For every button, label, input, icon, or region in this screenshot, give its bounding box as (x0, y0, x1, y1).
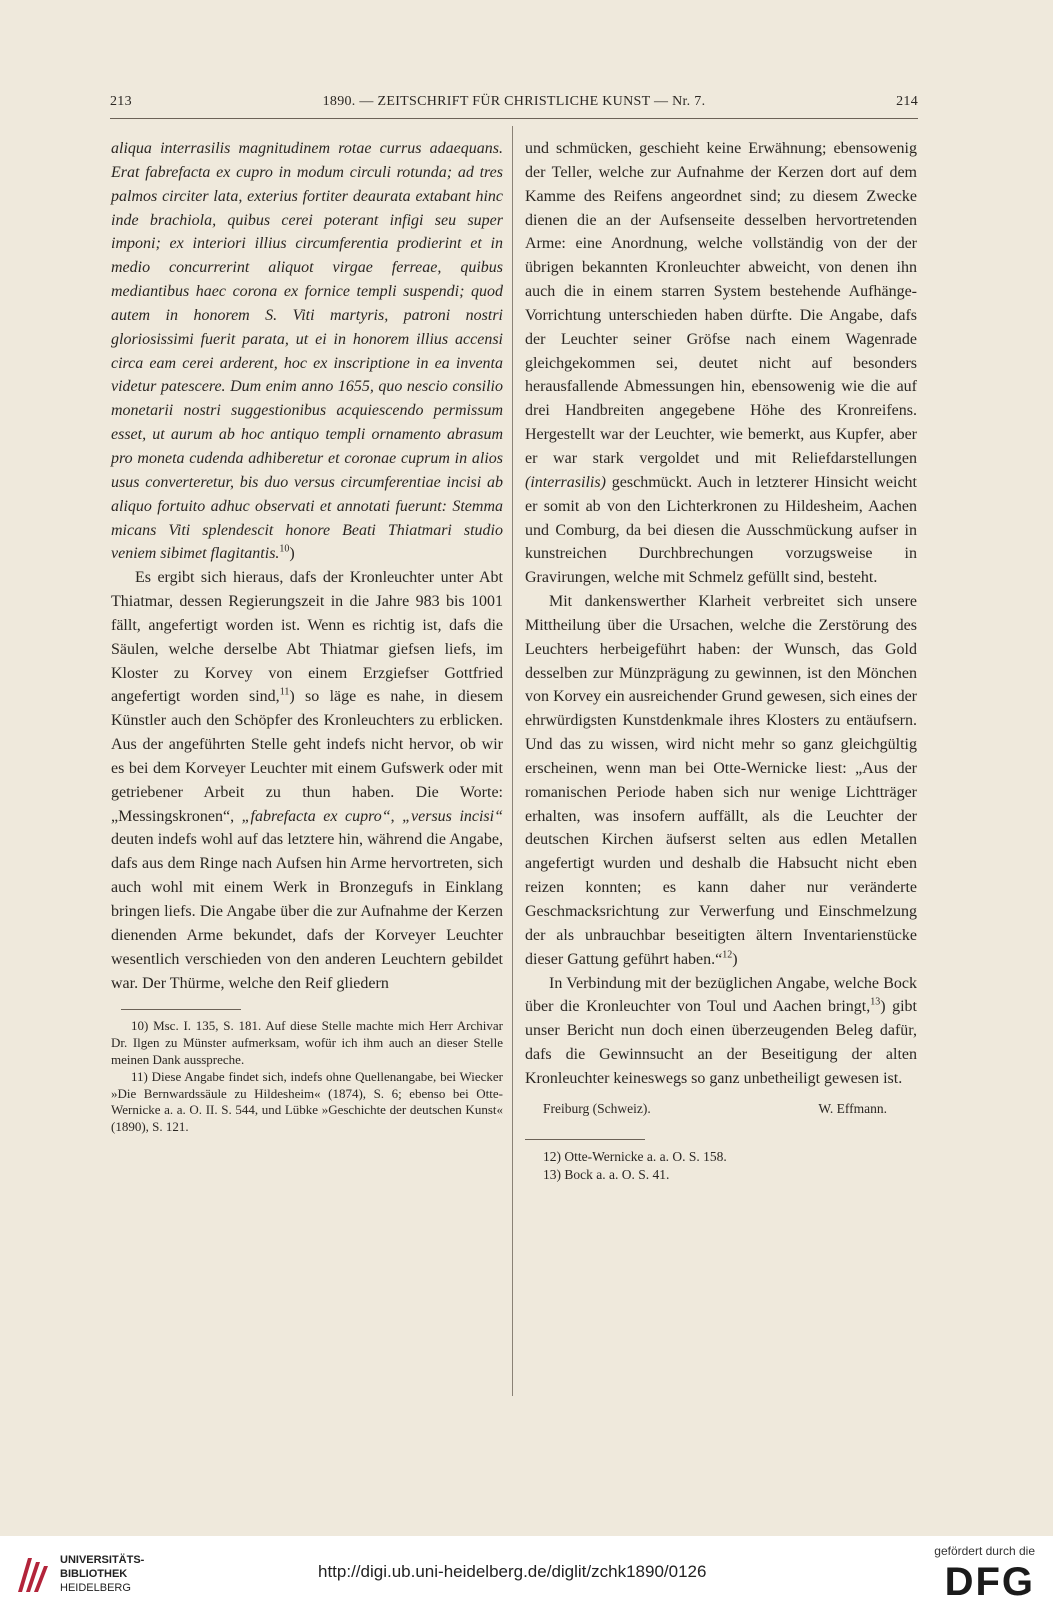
left-column (111, 137, 503, 1136)
page-number-left: 213 (110, 94, 132, 109)
header-rule (110, 118, 918, 119)
funder-note: gefördert durch die (934, 1544, 1035, 1558)
paragraph: Mit dankenswerther Klarheit verbreitet sich unsere Mittheilung über die Ursachen, welche die Zerstörung des Leuchters herbeigeführt haben: der Wunsch, das Gold desselben zur Münzprägung zu gewinnen, ist den Mönchen von Korvey ein ausreichender Grund gewesen, sich eines der ehrwürdigsten Kunstdenkmale ihres Klosters zu entäufsern. Und das zu wissen, wird nicht mehr so ganz gleichgültig erscheinen, wenn man bei Otte-Wernicke liest: „Aus der romanischen Periode haben sich nur wenige Lichtträger erhalten, was insofern auffällt, als die Leuchter der deutschen Kirchen äufserst selten aus edlen Metallen angefertigt wurden und deshalb die Habsucht nicht eben reizen konnten; es kann daher nur veränderte Geschmacksrichtung zur Verwerfung und Einschmelzung der als unbrauchbar beseitigten ältern Inventarienstücke dieser Gattung geführt haben.“$^{12}$) (525, 593, 917, 968)
journal-title: 1890. — ZEITSCHRIFT FÜR CHRISTLICHE KUNST — Nr. 7. (322, 94, 706, 109)
footnote-rule (121, 1009, 241, 1010)
library-emblem-icon (14, 1552, 50, 1596)
footnote-10: 10) Msc. I. 135, S. 181. Auf diese Stelle machte mich Herr Archivar Dr. Ilgen zu Münster aufmerksam, wofür ich ihm auch an dieser Stelle meinen Dank ausspreche. (111, 1018, 503, 1067)
footnote-12: 12) Otte-Wernicke a. a. O. S. 158. (543, 1148, 727, 1164)
paragraph: und schmücken, geschieht keine Erwähnung; ebensowenig der Teller, welche zur Aufnahme der Kerzen dort auf dem Kamme des Reifens angeordnet sind; zu diesem Zwecke dienen die an der Aufsenseite desselben hervortretenden Arme: eine Anordnung, welche vollständig von der der übrigen bekannten Kronleuchter abweicht, von denen ihn auch die in einem starren System bestehende Aufhänge-Vorrichtung unterschieden haben dürfte. Die Angabe, dafs der Leuchter seiner Gröfse nach einem Wagenrade gleichgekommen sei, deutet nicht auf besonders herausfallende Abmessungen hin, ebensowenig wie die auf drei Handbreiten angegebene Höhe des Kronreifens. Hergestellt war der Leuchter, wie bemerkt, aus Kupfer, aber er war stark vergoldet und mit Reliefdarstellungen (interrasilis) geschmückt. Auch in letzterer Hinsicht weicht er somit ab von den Lichterkronen zu Hildesheim, Aachen und Comburg, da bei diesen die Ausschmückung aufser in kunstreichen Durchbrechungen vorzugsweise in Gravirungen, welche mit Schmelz gefüllt sind, besteht. (525, 140, 917, 587)
signature-place: Freiburg (Schweiz). (543, 1100, 651, 1116)
running-header (110, 92, 918, 114)
right-column (525, 137, 917, 1184)
viewer-footer (0, 1536, 1053, 1612)
footnote-11: 11) Diese Angabe findet sich, indefs ohne Quellenangabe, bei Wiecker »Die Bernwardssäule zu Hildesheim« (1874), S. 6; ebenso bei Otte-Wernicke a. a. O. II. S. 544, und Lübke »Geschichte der deutschen Kunst« (1890), S. 121. (111, 1068, 503, 1135)
library-name: UNIVERSITÄTS- BIBLIOTHEK HEIDELBERG (60, 1554, 145, 1594)
page-number-right: 214 (896, 94, 918, 109)
signature-line (525, 1097, 917, 1121)
signature-author: W. Effmann. (818, 1100, 887, 1116)
column-divider (512, 126, 513, 1396)
paragraph: In Verbindung mit der bezüglichen Angabe, welche Bock über die Kronleuchter von Toul und Aachen bringt,$^{13}$) gibt unser Bericht nun doch einen überzeugenden Beleg dafür, dafs die Gewinnsucht an der Beseitigung der alten Kronleuchter keineswegs so ganz unbetheiligt gewesen ist. (525, 974, 918, 1087)
footnote-rule (525, 1139, 645, 1140)
library-logo[interactable] (14, 1550, 164, 1600)
funder-name: DFG (944, 1560, 1035, 1604)
paragraph: Es ergibt sich hieraus, dafs der Kronleuchter unter Abt Thiatmar, dessen Regierungszeit in die Jahre 983 bis 1001 fällt, angefertigt worden ist. Wenn es richtig ist, dafs die Säulen, welche derselbe Abt Thiatmar giefsen liefs, im Kloster zu Korvey von einem Erzgiefser Gottfried angefertigt worden sind,$^{11}$) so läge es nahe, in diesem Künstler auch den Schöpfer des Kronleuchters zu erblicken. Aus der angeführten Stelle geht indefs nicht hervor, ob wir es bei dem Korveyer Leuchter mit einem Gufswerk oder mit getriebener Arbeit zu thun haben. Die Worte: „Messingskronen“, „fabrefacta ex cupro“, „versus incisi“ deuten indefs wohl auf das letztere hin, während die Angabe, dafs aus dem Ringe nach Aufsen hin Arme hervortreten, sich auch wohl mit einem Werk in Bronzegufs in Einklang bringen liefs. Die Angabe über die zur Aufnahme der Kerzen dienenden Arme bekundet, dafs der Korveyer Leuchter wesentlich verschieden von den anderen Leuchtern gebildet war. Der Thürme, welche den Reif gliedern (111, 569, 504, 992)
footnote-13: 13) Bock a. a. O. S. 41. (543, 1166, 670, 1182)
permalink[interactable]: http://digi.ub.uni-heidelberg.de/diglit/zchk1890/0126 (318, 1562, 707, 1581)
latin-quote: aliqua interrasilis magnitudinem rotae currus adaequans. Erat fabrefacta ex cupro in modum circuli rotunda; ad tres palmos circiter lata, exterius fortiter deaurata extabant hinc inde brachiola, quibus cerei poterant infigi seu super imponi; ex interiori illius circumferentia prodierint et in medio concurrerint aliquot virgae ferreae, quibus mediantibus haec corona ex fornice templi suspendi; quod autem in honorem S. Viti martyris, patroni nostri gloriosissimi fuerit parata, ut ei in honorem illius accensi circa eam cerei arderent, hoc ex inscriptione in ea inventa videtur patescere. Dum enim anno 1655, quo nescio consilio monetarii nostri suggestionibus acquiescendo permissum esset, ut aurum ab hoc antiquo templi ornamento abrasum pro moneta cudenda adhiberetur et coronae cuprum in alios usus converteretur, bis duo versus circumferentiae incisi ab aliquo fortuito adhuc observati et annotati fuerunt: Stemma micans Viti splendescit honore Beati Thiatmari studio veniem sibimet flagitantis.$^{10}$) (111, 140, 503, 563)
funder-logo[interactable] (895, 1544, 1035, 1604)
